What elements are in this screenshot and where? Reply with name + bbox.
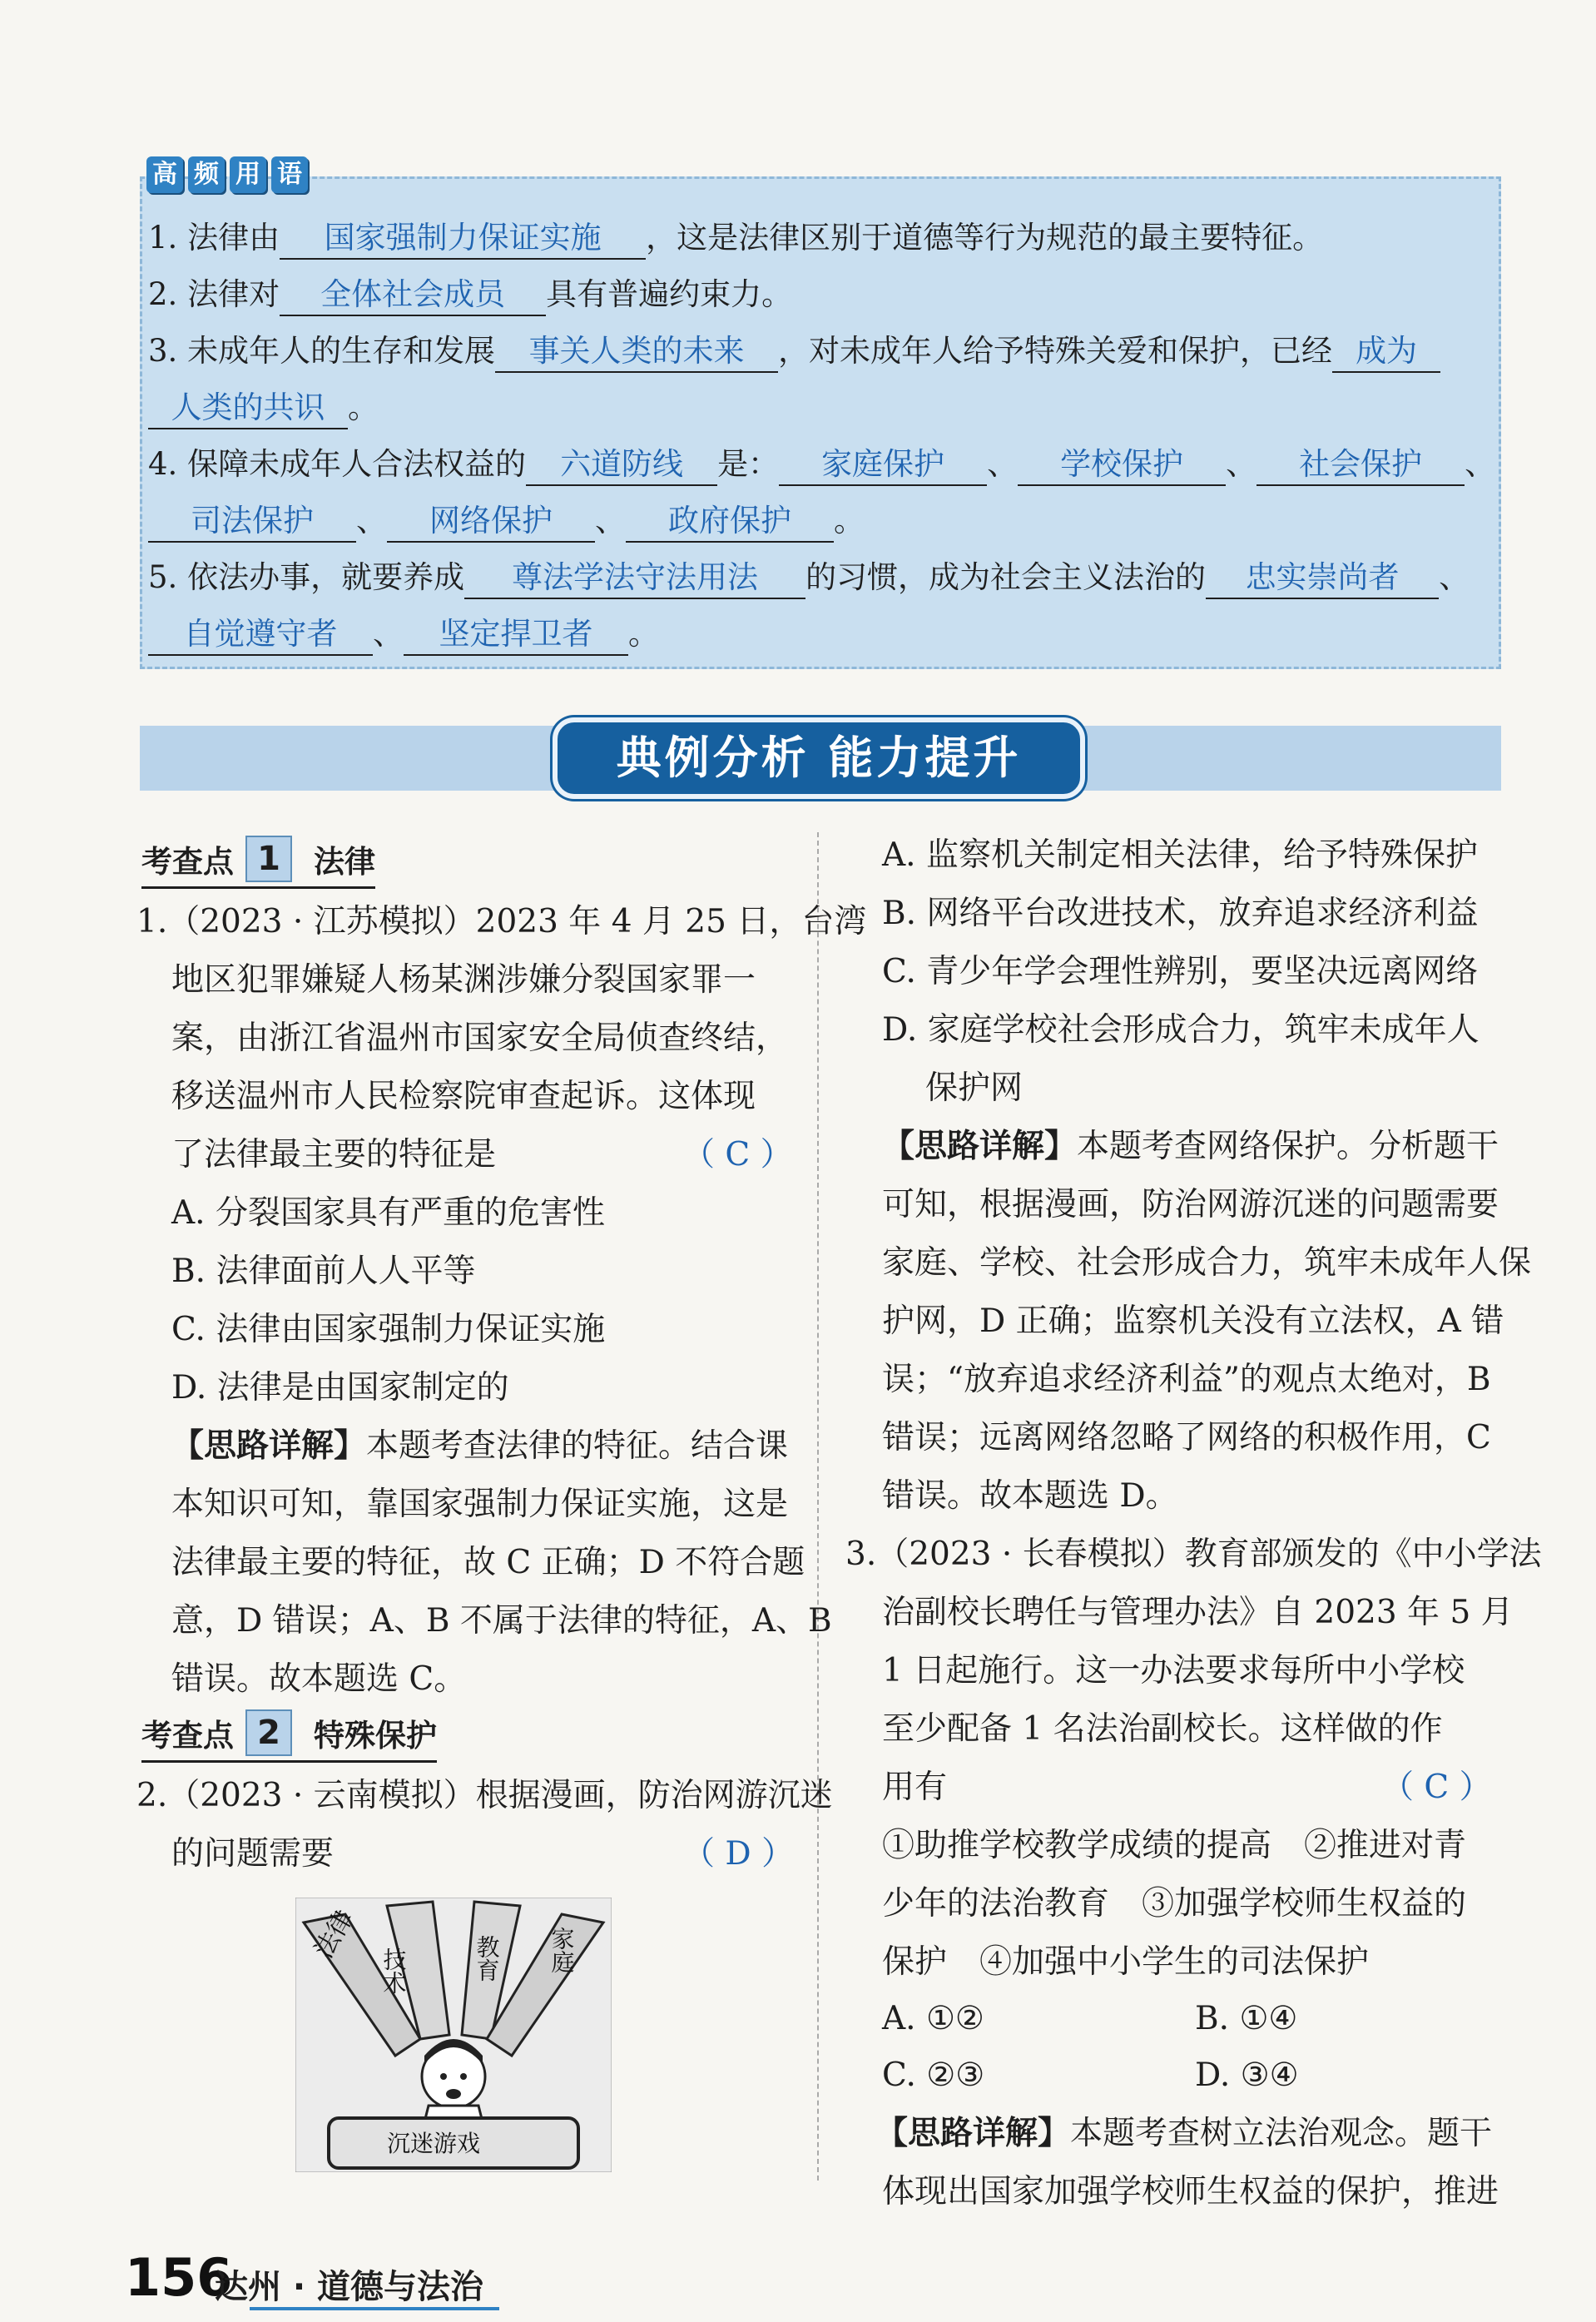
q2-answer: （ D ） xyxy=(682,1835,795,1873)
text: 。 xyxy=(348,389,379,425)
text: 、 xyxy=(356,503,387,538)
q2-option: B. 网络平台改进技术，放弃追求经济利益 xyxy=(882,895,1479,932)
cartoon-label: 技术 xyxy=(379,1947,408,1994)
fill-blank: 事关人类的未来 xyxy=(495,331,778,373)
footer-rule xyxy=(250,2307,499,2310)
cartoon-label: 沉迷游戏 xyxy=(387,2130,481,2157)
text: 1. 法律由 xyxy=(148,220,280,256)
fill-blank: 国家强制力保证实施 xyxy=(280,218,646,260)
tag-char: 用 xyxy=(230,156,266,193)
vocab-line-1 xyxy=(148,218,1323,260)
text: 本题考查网络保护。分析题干 xyxy=(1077,1128,1499,1165)
fill-blank: 政府保护 xyxy=(626,501,834,543)
q3-option: C. ②③ xyxy=(882,2057,985,2094)
fill-blank: 司法保护 xyxy=(148,501,356,543)
q1-explanation-line: 本知识可知，靠国家强制力保证实施，这是 xyxy=(171,1486,789,1523)
q2-explanation-line: 误；“放弃追求经济利益”的观点太绝对，B xyxy=(882,1361,1491,1398)
q1-line: 地区犯罪嫌疑人杨某渊涉嫌分裂国家罪一 xyxy=(171,961,756,999)
q1-line: 了法律最主要的特征是 xyxy=(171,1136,497,1173)
q1-option: A. 分裂国家具有严重的危害性 xyxy=(171,1194,605,1232)
text: 4. 保障未成年人合法权益的 xyxy=(148,446,527,482)
q2-explanation-line: 家庭、学校、社会形成合力，筑牢未成年人保 xyxy=(882,1244,1532,1282)
q3-line: 3.（2023 · 长春模拟）教育部颁发的《中小学法 xyxy=(845,1536,1542,1573)
fill-blank: 网络保护 xyxy=(387,501,595,543)
text: 具有普遍约束力。 xyxy=(546,276,793,312)
q2-explanation-line: 护网，D 正确；监察机关没有立法权，A 错 xyxy=(882,1302,1504,1340)
page-number: 156 xyxy=(125,2247,233,2308)
key-point-label: 考查点 xyxy=(141,1718,234,1754)
tag-char: 频 xyxy=(188,156,225,193)
cartoon-label: 家庭 xyxy=(548,1927,576,1973)
vocab-line-5 xyxy=(148,558,1470,599)
q3-explanation-line xyxy=(875,2112,1492,2156)
q3-explanation-line: 体现出国家加强学校师生权益的保护，推进 xyxy=(882,2173,1499,2210)
vocab-tags xyxy=(146,156,308,193)
fill-blank: 自觉遵守者 xyxy=(148,614,373,656)
text: 。 xyxy=(834,503,865,538)
q3-item-line: 保护 ④加强中小学生的司法保护 xyxy=(882,1943,1370,1981)
key-point-title: 特殊保护 xyxy=(314,1718,437,1754)
fill-blank: 六道防线 xyxy=(526,444,717,486)
q3-line: 治副校长聘任与管理办法》自 2023 年 5 月 xyxy=(882,1594,1514,1631)
q2-line: 的问题需要 xyxy=(171,1835,335,1873)
tag-char: 高 xyxy=(146,156,183,193)
text: 、 xyxy=(373,616,404,652)
text: 本题考查法律的特征。结合课 xyxy=(366,1427,789,1465)
fill-blank: 全体社会成员 xyxy=(280,275,546,316)
q2-explanation-line: 错误。故本题选 D。 xyxy=(882,1477,1178,1515)
vocab-line-3 xyxy=(148,331,1440,373)
text: 、 xyxy=(1465,446,1496,482)
fill-blank: 尊法学法守法用法 xyxy=(464,558,805,599)
q1-option: C. 法律由国家强制力保证实施 xyxy=(171,1311,606,1348)
key-point-1 xyxy=(141,836,375,882)
q1-line: 1.（2023 · 江苏模拟）2023 年 4 月 25 日，台湾 xyxy=(136,903,867,940)
q2-explanation-line: 可知，根据漫画，防治网游沉迷的问题需要 xyxy=(882,1186,1499,1223)
fill-blank: 社会保护 xyxy=(1256,444,1465,486)
fill-blank: 坚定捍卫者 xyxy=(404,614,628,656)
tag-char: 语 xyxy=(271,156,308,193)
explanation-title: 【思路详解】 xyxy=(875,2115,1071,2152)
q3-item-line: ①助推学校教学成绩的提高 ②推进对青 xyxy=(882,1827,1467,1864)
key-point-number: 1 xyxy=(245,836,292,882)
q1-line: 移送温州市人民检察院审查起诉。这体现 xyxy=(171,1078,756,1115)
q1-answer: （ C ） xyxy=(682,1136,793,1173)
vocab-line-4b xyxy=(148,501,865,543)
fill-blank: 成为 xyxy=(1332,331,1440,373)
text: 。 xyxy=(628,616,659,652)
key-point-number: 2 xyxy=(245,1709,292,1756)
key-point-label: 考查点 xyxy=(141,844,234,880)
q2-option: D. 家庭学校社会形成合力，筑牢未成年人 xyxy=(882,1011,1480,1049)
explanation-title: 【思路详解】 xyxy=(171,1427,367,1465)
key-point-2 xyxy=(141,1709,437,1756)
q1-option: B. 法律面前人人平等 xyxy=(171,1253,476,1290)
q3-answer: （ C ） xyxy=(1381,1769,1492,1806)
q1-explanation-line: 法律最主要的特征，故 C 正确；D 不符合题 xyxy=(171,1544,805,1581)
column-divider xyxy=(817,832,819,2181)
q3-line: 至少配备 1 名法治副校长。这样做的作 xyxy=(882,1710,1443,1748)
q3-option: B. ①④ xyxy=(1195,2000,1298,2037)
q1-explanation-line: 错误。故本题选 C。 xyxy=(171,1660,467,1698)
q2-option: A. 监察机关制定相关法律，给予特殊保护 xyxy=(882,836,1478,874)
q1-explanation-line: 意，D 错误；A、B 不属于法律的特征，A、B xyxy=(171,1602,832,1640)
fill-blank: 家庭保护 xyxy=(779,444,987,486)
vocab-line-3b xyxy=(148,388,379,429)
text: 、 xyxy=(987,446,1019,482)
cartoon-illustration xyxy=(295,1898,612,2172)
text: ，对未成年人给予特殊关爱和保护，已经 xyxy=(778,333,1333,369)
q1-explanation-line xyxy=(171,1425,788,1468)
text: 、 xyxy=(1439,559,1470,595)
q2-option: C. 青少年学会理性辨别，要坚决远离网络 xyxy=(882,953,1479,990)
q3-option: A. ①② xyxy=(882,2000,984,2037)
cartoon-label: 教育 xyxy=(473,1935,501,1982)
text: 、 xyxy=(595,503,626,538)
text: 5. 依法办事，就要养成 xyxy=(148,559,465,595)
q2-explanation-line: 错误；远离网络忽略了网络的积极作用，C xyxy=(882,1419,1491,1456)
text: 、 xyxy=(1226,446,1257,482)
q3-line: 用有 xyxy=(882,1769,948,1806)
vocab-line-4 xyxy=(148,444,1495,486)
q2-option: 保护网 xyxy=(925,1069,1024,1107)
section-banner-title: 典例分析 能力提升 xyxy=(553,717,1085,799)
text: ，这是法律区别于道德等行为规范的最主要特征。 xyxy=(646,220,1324,256)
text: 3. 未成年人的生存和发展 xyxy=(148,333,496,369)
key-point-title: 法律 xyxy=(314,844,375,880)
fill-blank: 人类的共识 xyxy=(148,388,348,429)
explanation-title: 【思路详解】 xyxy=(882,1128,1078,1165)
fill-blank: 学校保护 xyxy=(1018,444,1226,486)
text: 2. 法律对 xyxy=(148,276,280,312)
q2-line: 2.（2023 · 云南模拟）根据漫画，防治网游沉迷 xyxy=(136,1777,833,1814)
q3-line: 1 日起施行。这一办法要求每所中小学校 xyxy=(882,1652,1465,1689)
q3-item-line: 少年的法治教育 ③加强学校师生权益的 xyxy=(882,1885,1467,1923)
cartoon-label: 法律 xyxy=(309,1905,359,1963)
text: 本题考查树立法治观念。题干 xyxy=(1070,2115,1493,2152)
q3-option: D. ③④ xyxy=(1195,2057,1299,2094)
fill-blank: 忠实崇尚者 xyxy=(1206,558,1439,599)
text: 的习惯，成为社会主义法治的 xyxy=(805,559,1207,595)
footer-title: 达州 · 道德与法治 xyxy=(215,2268,484,2306)
vocab-line-2 xyxy=(148,275,792,316)
vocab-line-5b xyxy=(148,614,659,656)
q2-explanation-line xyxy=(882,1125,1499,1168)
q1-line: 案，由浙江省温州市国家安全局侦查终结， xyxy=(171,1020,789,1057)
q1-option: D. 法律是由国家制定的 xyxy=(171,1369,509,1407)
text: 是： xyxy=(717,446,780,482)
